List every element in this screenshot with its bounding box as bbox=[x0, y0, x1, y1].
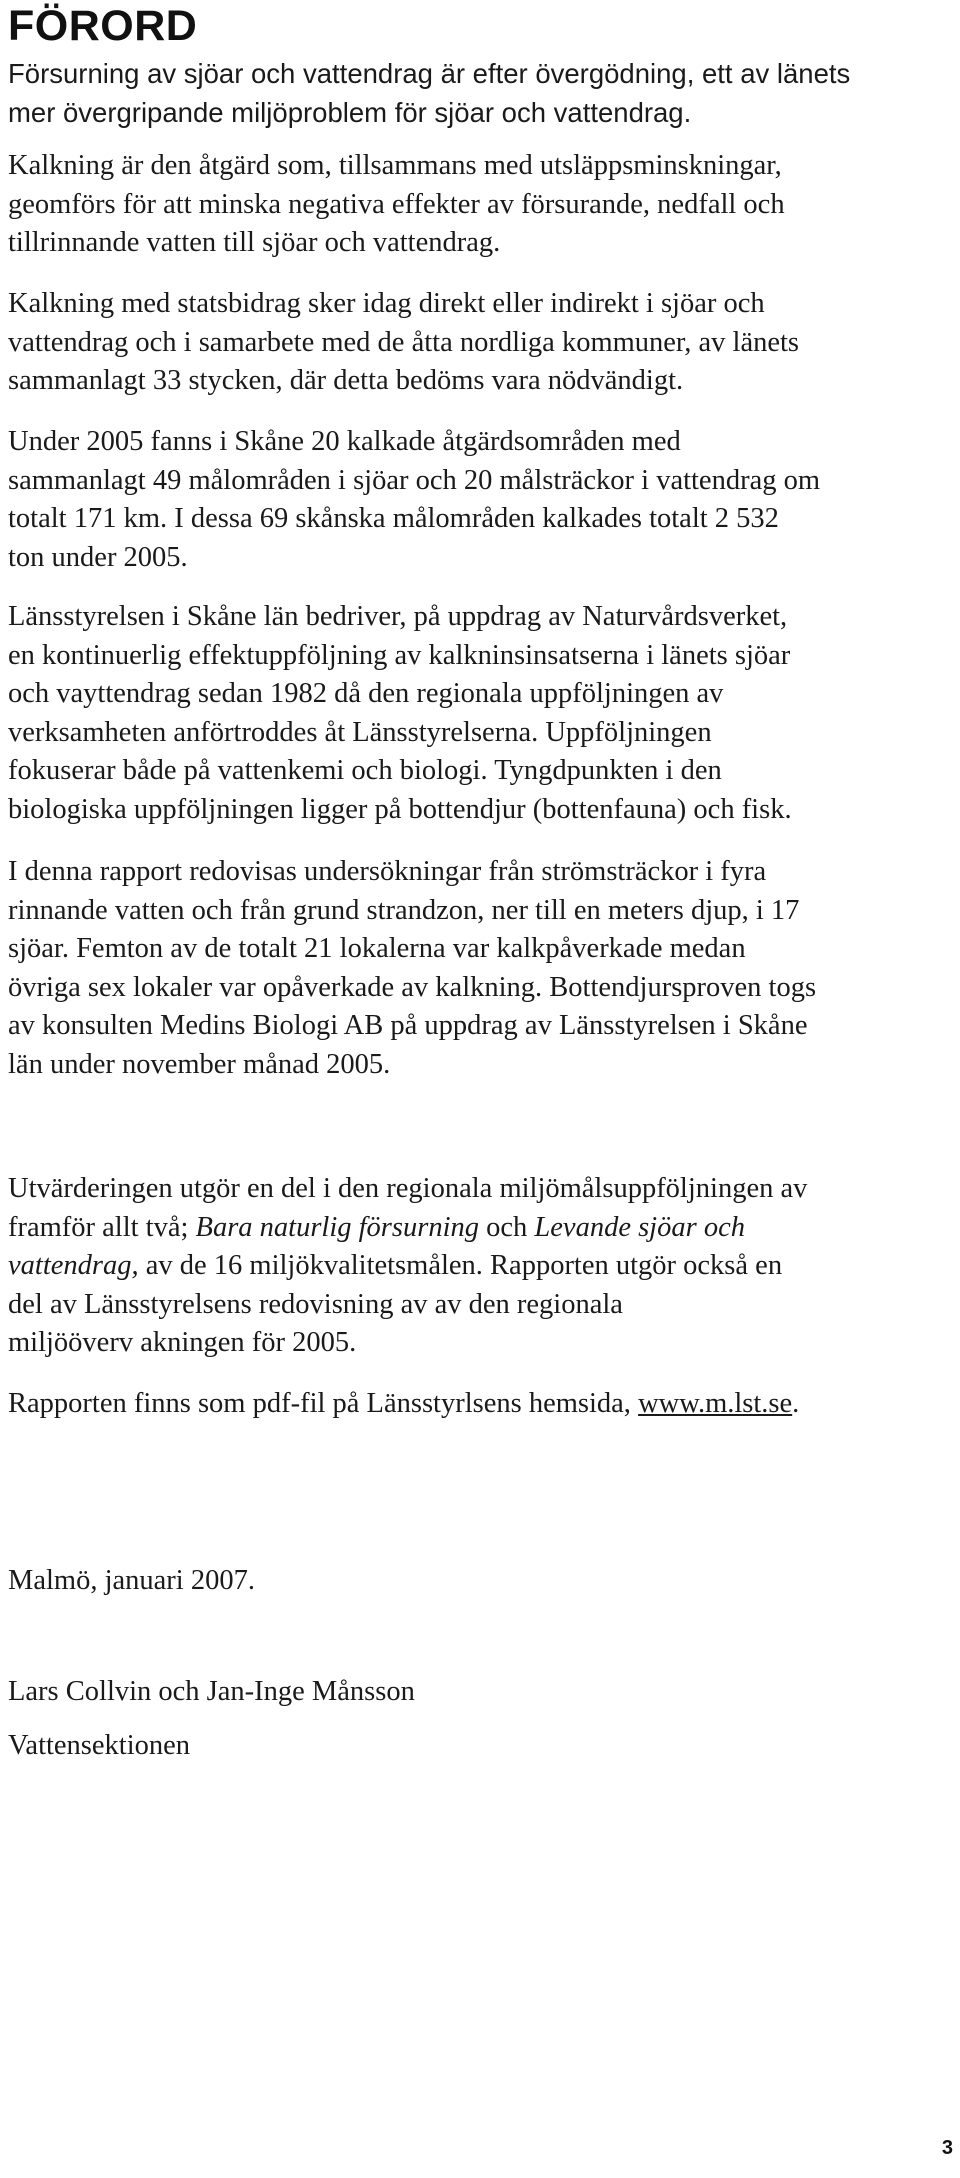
paragraph-line bbox=[8, 1209, 953, 1248]
paragraph-line: totalt 171 km. I dessa 69 skånska målområden kalkades totalt 2 532 bbox=[8, 503, 779, 535]
goal-name: Levande sjöar och bbox=[534, 1211, 745, 1243]
paragraph-line: övriga sex lokaler var opåverkade av kalkning. Bottendjursproven togs bbox=[8, 971, 817, 1003]
paragraph-line: geomförs för att minska negativa effekter av försurande, nedfall och bbox=[8, 188, 785, 220]
paragraph-line: Försurning av sjöar och vattendrag är efter övergödning, ett av länets bbox=[8, 58, 851, 89]
website-link[interactable]: www.m.lst.se bbox=[638, 1388, 793, 1419]
paragraph-line: och vayttendrag sedan 1982 då den regionala uppföljningen av bbox=[8, 678, 724, 710]
paragraph-line: biologiska uppföljningen ligger på bottendjur (bottenfauna) och fisk. bbox=[8, 793, 792, 825]
paragraph-line: sjöar. Femton av de totalt 21 lokalerna var kalkpåverkade medan bbox=[8, 933, 746, 965]
paragraph-website bbox=[8, 1385, 953, 1424]
paragraph-line: fokuserar både på vattenkemi och biologi. Tyngdpunkten i den bbox=[8, 755, 722, 787]
department-name-text: Vattensektionen bbox=[8, 1730, 191, 1761]
paragraph-follow-up bbox=[8, 598, 953, 830]
paragraph-line: ton under 2005. bbox=[8, 541, 188, 573]
goal-name: Bara naturlig försurning bbox=[195, 1211, 480, 1243]
paragraph-line: I denna rapport redovisas undersökningar från strömsträckor i fyra bbox=[8, 856, 767, 887]
line-text: framför allt två; bbox=[8, 1211, 196, 1243]
place-date bbox=[8, 1562, 953, 1601]
intro-paragraph bbox=[8, 55, 953, 132]
paragraph-line: tillrinnande vatten till sjöar och vattendrag. bbox=[8, 227, 501, 259]
department-name bbox=[8, 1727, 953, 1766]
paragraph-line: en kontinuerlig effektuppföljning av kalkninsinsatserna i länets sjöar bbox=[8, 639, 791, 671]
paragraph-report-scope bbox=[8, 853, 953, 1085]
paragraph-line: sammanlagt 33 stycken, där detta bedöms vara nödvändigt. bbox=[8, 365, 684, 397]
paragraph-liming bbox=[8, 147, 953, 263]
place-date-text: Malmö, januari 2007. bbox=[8, 1565, 255, 1596]
paragraph-line: vattendrag och i samarbete med de åtta nordliga kommuner, av länets bbox=[8, 326, 800, 358]
line-text: och bbox=[479, 1211, 535, 1243]
paragraph-line: verksamheten anförtroddes åt Länsstyrelserna. Uppföljningen bbox=[8, 716, 712, 748]
paragraph-line: sammanlagt 49 målområden i sjöar och 20 målsträckor i vattendrag om bbox=[8, 464, 821, 496]
paragraph-2005-areas bbox=[8, 423, 953, 577]
paragraph-line: Utvärderingen utgör en del i den regionala miljömålsuppföljningen av bbox=[8, 1173, 808, 1204]
line-text: av de 16 miljökvalitetsmålen. Rapporten utgör också en bbox=[138, 1250, 783, 1282]
goal-name: vattendrag, bbox=[8, 1250, 139, 1282]
paragraph-line: av konsulten Medins Biologi AB på uppdrag av Länsstyrelsen i Skåne bbox=[8, 1010, 808, 1042]
author-names bbox=[8, 1673, 953, 1712]
paragraph-state-subsidy bbox=[8, 285, 953, 401]
paragraph-line bbox=[8, 1247, 953, 1286]
page-title: FÖRORD bbox=[8, 2, 198, 50]
paragraph-line: miljööverv akningen för 2005. bbox=[8, 1327, 357, 1359]
document-page bbox=[8, 0, 953, 2178]
paragraph-line: Länsstyrelsen i Skåne län bedriver, på uppdrag av Naturvårdsverket, bbox=[8, 601, 788, 632]
author-names-text: Lars Collvin och Jan-Inge Månsson bbox=[8, 1676, 415, 1707]
paragraph-line: län under november månad 2005. bbox=[8, 1048, 391, 1080]
paragraph-evaluation bbox=[8, 1170, 953, 1363]
paragraph-line: rinnande vatten och från grund strandzon, ner till en meters djup, i 17 bbox=[8, 894, 800, 926]
line-text: Rapporten finns som pdf-fil på Länsstyrlsens hemsida, bbox=[8, 1388, 639, 1419]
line-text: . bbox=[792, 1388, 800, 1419]
page-number: 3 bbox=[941, 2137, 953, 2159]
paragraph-line: Kalkning med statsbidrag sker idag direkt eller indirekt i sjöar och bbox=[8, 288, 765, 319]
paragraph-line: Kalkning är den åtgärd som, tillsammans med utsläppsminskningar, bbox=[8, 150, 782, 181]
paragraph-line: del av Länsstyrelsens redovisning av av den regionala bbox=[8, 1288, 623, 1320]
paragraph-line: mer övergripande miljöproblem för sjöar och vattendrag. bbox=[8, 96, 692, 128]
paragraph-line bbox=[8, 1385, 953, 1424]
paragraph-line: Under 2005 fanns i Skåne 20 kalkade åtgärdsområden med bbox=[8, 426, 681, 457]
